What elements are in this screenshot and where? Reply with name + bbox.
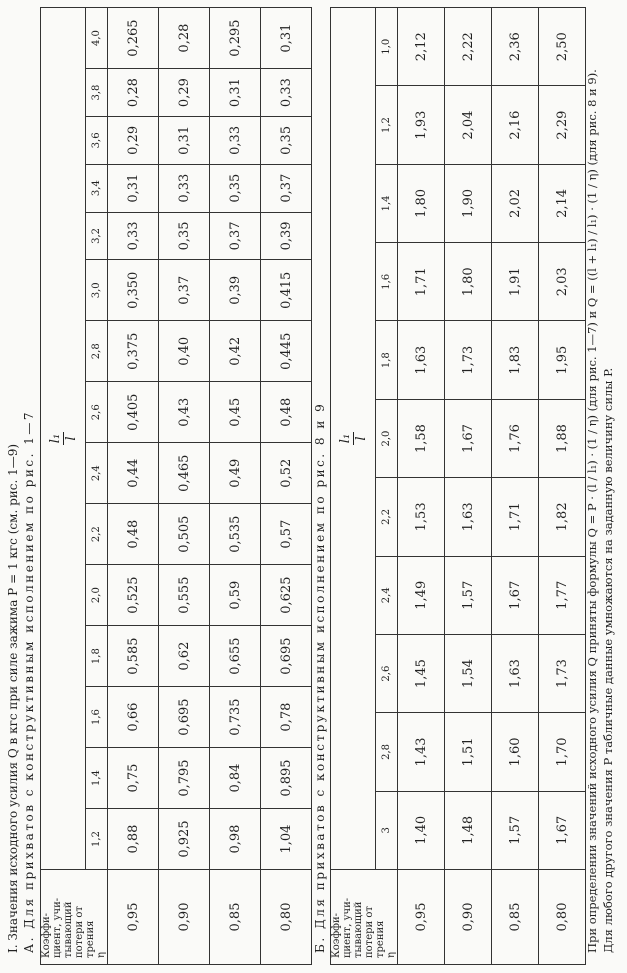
value-cell: 0,39 — [261, 212, 312, 260]
column-header: 2,6 — [376, 634, 398, 712]
column-header: 1,8 — [86, 626, 108, 687]
value-cell: 1,63 — [398, 321, 445, 399]
eta-cell: 0,95 — [398, 870, 445, 965]
column-header: 2,4 — [86, 443, 108, 504]
column-header: 1,6 — [86, 687, 108, 748]
value-cell: 0,88 — [108, 809, 159, 870]
value-cell: 0,35 — [261, 116, 312, 164]
ratio-header-a: l₁ l — [41, 8, 86, 870]
column-header: 2,2 — [86, 504, 108, 565]
value-cell: 0,445 — [261, 321, 312, 382]
column-header: 1,6 — [376, 243, 398, 321]
coef-header-a: Коэффи- циент, учи- тывающий потери от трения η — [41, 870, 108, 965]
column-header: 1,4 — [86, 748, 108, 809]
value-cell: 1,43 — [398, 713, 445, 791]
value-cell: 0,59 — [210, 565, 261, 626]
value-cell: 0,350 — [108, 260, 159, 321]
value-cell: 2,16 — [492, 86, 539, 164]
table-row — [159, 8, 210, 965]
value-cell: 0,44 — [108, 443, 159, 504]
column-header: 1,2 — [86, 809, 108, 870]
value-cell: 0,33 — [261, 69, 312, 117]
section-b-heading: Б. Для прихватов с конструктивным исполнением по рис. 8 и 9 — [313, 401, 327, 953]
value-cell: 0,37 — [261, 164, 312, 212]
column-header: 2,0 — [376, 399, 398, 477]
column-header: 1,4 — [376, 164, 398, 242]
value-cell: 1,60 — [492, 713, 539, 791]
value-cell: 2,12 — [398, 8, 445, 86]
value-cell: 0,31 — [159, 116, 210, 164]
column-header: 1,0 — [376, 8, 398, 86]
value-cell: 2,22 — [445, 8, 492, 86]
eta-cell: 0,90 — [445, 870, 492, 965]
value-cell: 2,36 — [492, 8, 539, 86]
value-cell: 0,555 — [159, 565, 210, 626]
value-cell: 0,28 — [108, 69, 159, 117]
value-cell: 1,04 — [261, 809, 312, 870]
value-cell: 0,505 — [159, 504, 210, 565]
value-cell: 1,51 — [445, 713, 492, 791]
value-cell: 0,31 — [210, 69, 261, 117]
value-cell: 0,66 — [108, 687, 159, 748]
column-header: 2,0 — [86, 565, 108, 626]
table-row — [539, 8, 586, 965]
column-header: 3,8 — [86, 69, 108, 117]
column-header: 2,4 — [376, 556, 398, 634]
value-cell: 1,57 — [445, 556, 492, 634]
value-cell: 1,67 — [445, 399, 492, 477]
value-cell: 0,33 — [108, 212, 159, 260]
value-cell: 0,585 — [108, 626, 159, 687]
value-cell: 0,535 — [210, 504, 261, 565]
value-cell: 0,28 — [159, 8, 210, 69]
value-cell: 1,91 — [492, 243, 539, 321]
value-cell: 0,35 — [159, 212, 210, 260]
value-cell: 0,78 — [261, 687, 312, 748]
value-cell: 0,375 — [108, 321, 159, 382]
value-cell: 0,265 — [108, 8, 159, 69]
column-header: 1,2 — [376, 86, 398, 164]
column-header: 2,6 — [86, 382, 108, 443]
value-cell: 1,57 — [492, 791, 539, 869]
value-cell: 2,50 — [539, 8, 586, 86]
coef-header-b: Коэффи- циент, учи- тывающий потери от трения η — [331, 870, 398, 965]
eta-cell: 0,95 — [108, 870, 159, 965]
value-cell: 0,57 — [261, 504, 312, 565]
value-cell: 1,77 — [539, 556, 586, 634]
value-cell: 0,29 — [159, 69, 210, 117]
value-cell: 1,45 — [398, 634, 445, 712]
footnote — [584, 8, 616, 953]
footnote-line-2: Для любого другого значения P табличные данные умножаются на заданную величину силы P. — [601, 367, 615, 953]
value-cell: 0,98 — [210, 809, 261, 870]
column-header: 2,2 — [376, 478, 398, 556]
value-cell: 1,71 — [398, 243, 445, 321]
value-cell: 2,02 — [492, 164, 539, 242]
value-cell: 0,625 — [261, 565, 312, 626]
column-header: 3,4 — [86, 164, 108, 212]
eta-cell: 0,85 — [492, 870, 539, 965]
value-cell: 1,93 — [398, 86, 445, 164]
value-cell: 0,695 — [261, 626, 312, 687]
value-cell: 0,795 — [159, 748, 210, 809]
value-cell: 0,29 — [108, 116, 159, 164]
value-cell: 1,73 — [539, 634, 586, 712]
section-a-heading: А. Для прихватов с конструктивным исполнением по рис. 1—7 — [22, 410, 36, 953]
value-cell: 0,62 — [159, 626, 210, 687]
value-cell: 0,33 — [210, 116, 261, 164]
value-cell: 0,40 — [159, 321, 210, 382]
value-cell: 1,71 — [492, 478, 539, 556]
column-header-row-a — [86, 8, 108, 965]
column-header: 3,0 — [86, 260, 108, 321]
value-cell: 0,465 — [159, 443, 210, 504]
eta-cell: 0,85 — [210, 870, 261, 965]
table-row — [492, 8, 539, 965]
ratio-header-b: l₁ l — [331, 8, 376, 870]
eta-cell: 0,80 — [539, 870, 586, 965]
table-row — [108, 8, 159, 965]
value-cell: 1,53 — [398, 478, 445, 556]
value-cell: 0,39 — [210, 260, 261, 321]
value-cell: 0,42 — [210, 321, 261, 382]
value-cell: 2,04 — [445, 86, 492, 164]
value-cell: 1,49 — [398, 556, 445, 634]
value-cell: 2,03 — [539, 243, 586, 321]
value-cell: 0,31 — [108, 164, 159, 212]
eta-cell: 0,80 — [261, 870, 312, 965]
value-cell: 1,80 — [445, 243, 492, 321]
table-row — [445, 8, 492, 965]
value-cell: 0,31 — [261, 8, 312, 69]
value-cell: 1,82 — [539, 478, 586, 556]
value-cell: 0,37 — [210, 212, 261, 260]
table-a — [40, 7, 312, 965]
eta-cell: 0,90 — [159, 870, 210, 965]
value-cell: 1,54 — [445, 634, 492, 712]
value-cell: 1,76 — [492, 399, 539, 477]
value-cell: 2,14 — [539, 164, 586, 242]
value-cell: 1,80 — [398, 164, 445, 242]
value-cell: 1,48 — [445, 791, 492, 869]
value-cell: 0,75 — [108, 748, 159, 809]
value-cell: 0,37 — [159, 260, 210, 321]
value-cell: 0,48 — [108, 504, 159, 565]
value-cell: 0,48 — [261, 382, 312, 443]
value-cell: 1,95 — [539, 321, 586, 399]
value-cell: 0,84 — [210, 748, 261, 809]
value-cell: 0,405 — [108, 382, 159, 443]
column-header: 4,0 — [86, 8, 108, 69]
value-cell: 0,35 — [210, 164, 261, 212]
value-cell: 0,925 — [159, 809, 210, 870]
column-header: 2,8 — [376, 713, 398, 791]
table-row — [210, 8, 261, 965]
column-header: 3 — [376, 791, 398, 869]
column-header: 3,2 — [86, 212, 108, 260]
value-cell: 0,295 — [210, 8, 261, 69]
column-header: 2,8 — [86, 321, 108, 382]
table-row — [398, 8, 445, 965]
value-cell: 0,525 — [108, 565, 159, 626]
value-cell: 0,735 — [210, 687, 261, 748]
value-cell: 1,73 — [445, 321, 492, 399]
value-cell: 1,90 — [445, 164, 492, 242]
value-cell: 1,88 — [539, 399, 586, 477]
column-header: 3,6 — [86, 116, 108, 164]
value-cell: 0,695 — [159, 687, 210, 748]
value-cell: 0,43 — [159, 382, 210, 443]
value-cell: 1,63 — [492, 634, 539, 712]
column-header: 1,8 — [376, 321, 398, 399]
value-cell: 1,70 — [539, 713, 586, 791]
value-cell: 1,67 — [539, 791, 586, 869]
value-cell: 1,40 — [398, 791, 445, 869]
value-cell: 0,45 — [210, 382, 261, 443]
value-cell: 0,33 — [159, 164, 210, 212]
value-cell: 0,49 — [210, 443, 261, 504]
value-cell: 0,895 — [261, 748, 312, 809]
table-b — [330, 7, 586, 965]
value-cell: 1,67 — [492, 556, 539, 634]
value-cell: 2,29 — [539, 86, 586, 164]
table-row — [261, 8, 312, 965]
value-cell: 1,63 — [445, 478, 492, 556]
footnote-line-1: При определении значений исходного усилия Q приняты формулы Q = P · (l / l₁) · (1 / η) (для рис. 1—7) и Q = ((l + l₁) / l₁) · (1 / η) (для рис. 8 и 9). — [585, 69, 599, 953]
value-cell: 1,83 — [492, 321, 539, 399]
value-cell: 1,58 — [398, 399, 445, 477]
value-cell: 0,52 — [261, 443, 312, 504]
table-title: I. Значения исходного усилия Q в кгс при силе зажима P = 1 кгс (см. рис. 1—9) — [6, 443, 20, 953]
value-cell: 0,655 — [210, 626, 261, 687]
column-header-row-b — [376, 8, 398, 965]
value-cell: 0,415 — [261, 260, 312, 321]
